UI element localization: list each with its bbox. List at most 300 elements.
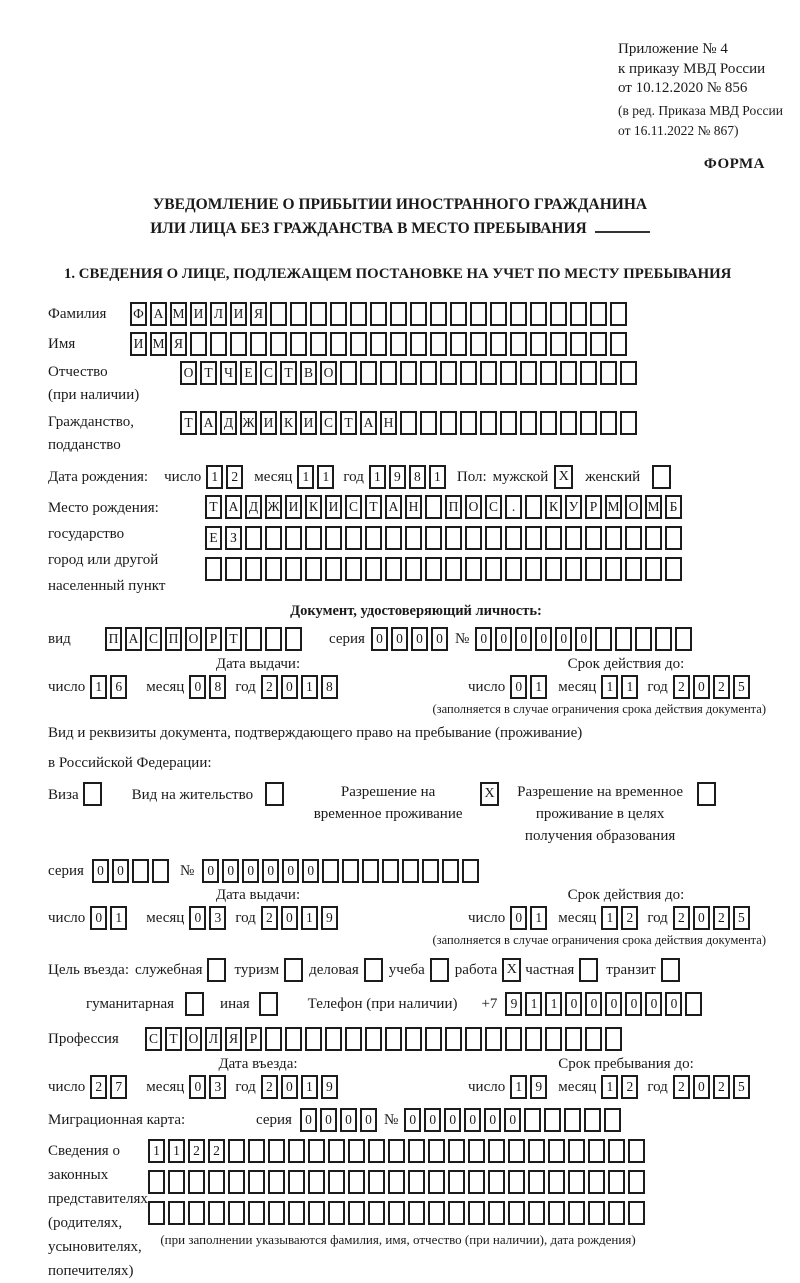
form-cell[interactable] xyxy=(585,1027,602,1051)
form-cell[interactable]: С xyxy=(320,411,337,435)
form-cell[interactable] xyxy=(468,1139,485,1163)
form-cell[interactable] xyxy=(208,1201,225,1225)
form-cell[interactable]: 2 xyxy=(673,1075,690,1099)
form-cell[interactable] xyxy=(402,859,419,883)
form-cell[interactable] xyxy=(615,627,632,651)
form-cell[interactable] xyxy=(368,1201,385,1225)
form-cell[interactable] xyxy=(188,1170,205,1194)
form-cell[interactable]: Т xyxy=(225,627,242,651)
form-cell[interactable]: 0 xyxy=(112,859,129,883)
form-cell[interactable] xyxy=(152,859,169,883)
form-cell[interactable]: 1 xyxy=(301,675,318,699)
form-cell[interactable] xyxy=(382,859,399,883)
form-cell[interactable] xyxy=(568,1170,585,1194)
form-cell[interactable]: 0 xyxy=(282,859,299,883)
form-cell[interactable] xyxy=(400,411,417,435)
form-cell[interactable] xyxy=(548,1170,565,1194)
form-cell[interactable] xyxy=(385,557,402,581)
form-cell[interactable] xyxy=(528,1201,545,1225)
form-cell[interactable]: 0 xyxy=(585,992,602,1016)
form-cell[interactable] xyxy=(390,332,407,356)
form-cell[interactable]: 1 xyxy=(601,906,618,930)
form-cell[interactable]: 0 xyxy=(510,675,527,699)
form-cell[interactable]: И xyxy=(260,411,277,435)
form-cell[interactable]: 1 xyxy=(621,675,638,699)
form-cell[interactable] xyxy=(288,1170,305,1194)
form-cell[interactable] xyxy=(405,557,422,581)
form-cell[interactable] xyxy=(505,1027,522,1051)
sex-female-checkbox[interactable] xyxy=(652,465,671,489)
form-cell[interactable]: М xyxy=(170,302,187,326)
form-cell[interactable] xyxy=(132,859,149,883)
form-cell[interactable]: Т xyxy=(200,361,217,385)
form-cell[interactable]: 0 xyxy=(510,906,527,930)
form-cell[interactable] xyxy=(188,1201,205,1225)
form-cell[interactable] xyxy=(540,411,557,435)
form-cell[interactable] xyxy=(605,526,622,550)
form-cell[interactable] xyxy=(564,1108,581,1132)
form-cell[interactable]: 0 xyxy=(411,627,428,651)
business-checkbox[interactable] xyxy=(364,958,383,982)
form-cell[interactable]: М xyxy=(645,495,662,519)
form-cell[interactable]: 0 xyxy=(424,1108,441,1132)
work-checkbox[interactable]: X xyxy=(502,958,521,982)
form-cell[interactable]: 1 xyxy=(301,1075,318,1099)
form-cell[interactable] xyxy=(544,1108,561,1132)
form-cell[interactable] xyxy=(588,1201,605,1225)
form-cell[interactable] xyxy=(408,1139,425,1163)
form-cell[interactable] xyxy=(368,1170,385,1194)
form-cell[interactable]: 0 xyxy=(444,1108,461,1132)
form-cell[interactable] xyxy=(448,1170,465,1194)
form-cell[interactable] xyxy=(430,332,447,356)
form-cell[interactable]: П xyxy=(445,495,462,519)
form-cell[interactable] xyxy=(440,361,457,385)
form-cell[interactable]: О xyxy=(185,627,202,651)
form-cell[interactable]: Т xyxy=(340,411,357,435)
form-cell[interactable]: 1 xyxy=(90,675,107,699)
form-cell[interactable] xyxy=(600,411,617,435)
form-cell[interactable] xyxy=(285,627,302,651)
form-cell[interactable]: 1 xyxy=(525,992,542,1016)
form-cell[interactable] xyxy=(605,557,622,581)
form-cell[interactable]: Т xyxy=(165,1027,182,1051)
form-cell[interactable] xyxy=(285,526,302,550)
form-cell[interactable] xyxy=(445,1027,462,1051)
form-cell[interactable] xyxy=(465,526,482,550)
form-cell[interactable] xyxy=(410,302,427,326)
form-cell[interactable] xyxy=(380,361,397,385)
form-cell[interactable]: П xyxy=(165,627,182,651)
form-cell[interactable]: А xyxy=(150,302,167,326)
form-cell[interactable] xyxy=(525,1027,542,1051)
form-cell[interactable] xyxy=(610,332,627,356)
form-cell[interactable] xyxy=(345,526,362,550)
form-cell[interactable] xyxy=(528,1139,545,1163)
form-cell[interactable] xyxy=(348,1170,365,1194)
form-cell[interactable] xyxy=(265,627,282,651)
form-cell[interactable]: 2 xyxy=(713,675,730,699)
form-cell[interactable] xyxy=(322,859,339,883)
form-cell[interactable] xyxy=(425,495,442,519)
form-cell[interactable]: 2 xyxy=(673,675,690,699)
temp-residence-edu-checkbox[interactable] xyxy=(697,782,716,806)
form-cell[interactable]: 1 xyxy=(601,675,618,699)
form-cell[interactable] xyxy=(270,302,287,326)
form-cell[interactable]: 0 xyxy=(371,627,388,651)
form-cell[interactable] xyxy=(620,411,637,435)
form-cell[interactable] xyxy=(588,1170,605,1194)
form-cell[interactable] xyxy=(325,1027,342,1051)
form-cell[interactable]: 0 xyxy=(92,859,109,883)
form-cell[interactable]: Т xyxy=(365,495,382,519)
form-cell[interactable] xyxy=(560,411,577,435)
form-cell[interactable]: 3 xyxy=(209,1075,226,1099)
form-cell[interactable] xyxy=(228,1139,245,1163)
form-cell[interactable] xyxy=(485,557,502,581)
form-cell[interactable]: 2 xyxy=(188,1139,205,1163)
form-cell[interactable] xyxy=(245,627,262,651)
form-cell[interactable] xyxy=(325,557,342,581)
form-cell[interactable]: 0 xyxy=(693,1075,710,1099)
form-cell[interactable] xyxy=(530,302,547,326)
form-cell[interactable] xyxy=(305,1027,322,1051)
form-cell[interactable] xyxy=(548,1139,565,1163)
form-cell[interactable]: И xyxy=(230,302,247,326)
form-cell[interactable] xyxy=(288,1139,305,1163)
form-cell[interactable] xyxy=(510,302,527,326)
form-cell[interactable]: 9 xyxy=(321,906,338,930)
form-cell[interactable]: 0 xyxy=(262,859,279,883)
form-cell[interactable] xyxy=(368,1139,385,1163)
form-cell[interactable]: О xyxy=(185,1027,202,1051)
form-cell[interactable]: 2 xyxy=(621,906,638,930)
form-cell[interactable]: Р xyxy=(205,627,222,651)
form-cell[interactable]: 0 xyxy=(504,1108,521,1132)
form-cell[interactable]: 1 xyxy=(530,906,547,930)
form-cell[interactable]: 1 xyxy=(206,465,223,489)
form-cell[interactable] xyxy=(245,557,262,581)
form-cell[interactable] xyxy=(470,302,487,326)
form-cell[interactable] xyxy=(285,557,302,581)
form-cell[interactable]: 6 xyxy=(110,675,127,699)
form-cell[interactable]: Н xyxy=(405,495,422,519)
form-cell[interactable]: И xyxy=(285,495,302,519)
form-cell[interactable] xyxy=(270,332,287,356)
form-cell[interactable] xyxy=(148,1201,165,1225)
transit-checkbox[interactable] xyxy=(661,958,680,982)
form-cell[interactable]: Д xyxy=(245,495,262,519)
form-cell[interactable]: 0 xyxy=(464,1108,481,1132)
form-cell[interactable]: О xyxy=(180,361,197,385)
form-cell[interactable]: . xyxy=(505,495,522,519)
form-cell[interactable]: 0 xyxy=(189,675,206,699)
form-cell[interactable]: 8 xyxy=(209,675,226,699)
form-cell[interactable]: И xyxy=(190,302,207,326)
form-cell[interactable]: 1 xyxy=(148,1139,165,1163)
form-cell[interactable] xyxy=(268,1201,285,1225)
form-cell[interactable] xyxy=(584,1108,601,1132)
form-cell[interactable] xyxy=(342,859,359,883)
form-cell[interactable] xyxy=(228,1170,245,1194)
form-cell[interactable]: В xyxy=(300,361,317,385)
form-cell[interactable] xyxy=(510,332,527,356)
form-cell[interactable]: А xyxy=(200,411,217,435)
form-cell[interactable]: 0 xyxy=(495,627,512,651)
form-cell[interactable]: Ф xyxy=(130,302,147,326)
form-cell[interactable]: 9 xyxy=(505,992,522,1016)
form-cell[interactable] xyxy=(348,1139,365,1163)
form-cell[interactable] xyxy=(405,1027,422,1051)
form-cell[interactable] xyxy=(425,1027,442,1051)
form-cell[interactable] xyxy=(328,1139,345,1163)
form-cell[interactable]: К xyxy=(545,495,562,519)
form-cell[interactable] xyxy=(290,332,307,356)
form-cell[interactable] xyxy=(570,302,587,326)
official-checkbox[interactable] xyxy=(207,958,226,982)
visa-checkbox[interactable] xyxy=(83,782,102,806)
form-cell[interactable] xyxy=(310,332,327,356)
form-cell[interactable] xyxy=(330,302,347,326)
form-cell[interactable] xyxy=(248,1170,265,1194)
form-cell[interactable] xyxy=(570,332,587,356)
form-cell[interactable]: 0 xyxy=(431,627,448,651)
form-cell[interactable] xyxy=(565,1027,582,1051)
form-cell[interactable]: 2 xyxy=(208,1139,225,1163)
form-cell[interactable] xyxy=(550,332,567,356)
form-cell[interactable] xyxy=(340,361,357,385)
form-cell[interactable] xyxy=(360,361,377,385)
form-cell[interactable] xyxy=(228,1201,245,1225)
form-cell[interactable]: 5 xyxy=(733,1075,750,1099)
form-cell[interactable]: 0 xyxy=(302,859,319,883)
form-cell[interactable]: 0 xyxy=(281,906,298,930)
form-cell[interactable] xyxy=(685,992,702,1016)
form-cell[interactable]: 0 xyxy=(484,1108,501,1132)
form-cell[interactable]: 0 xyxy=(300,1108,317,1132)
form-cell[interactable]: Б xyxy=(665,495,682,519)
form-cell[interactable]: 0 xyxy=(90,906,107,930)
form-cell[interactable] xyxy=(365,1027,382,1051)
form-cell[interactable]: 1 xyxy=(168,1139,185,1163)
form-cell[interactable] xyxy=(628,1201,645,1225)
form-cell[interactable]: И xyxy=(300,411,317,435)
form-cell[interactable] xyxy=(480,361,497,385)
sex-male-checkbox[interactable]: X xyxy=(554,465,573,489)
form-cell[interactable]: О xyxy=(320,361,337,385)
form-cell[interactable] xyxy=(480,411,497,435)
form-cell[interactable] xyxy=(428,1201,445,1225)
form-cell[interactable] xyxy=(268,1170,285,1194)
form-cell[interactable] xyxy=(408,1170,425,1194)
form-cell[interactable]: О xyxy=(625,495,642,519)
form-cell[interactable]: К xyxy=(280,411,297,435)
form-cell[interactable] xyxy=(208,1170,225,1194)
form-cell[interactable] xyxy=(205,557,222,581)
form-cell[interactable] xyxy=(248,1201,265,1225)
form-cell[interactable] xyxy=(525,526,542,550)
form-cell[interactable] xyxy=(590,302,607,326)
form-cell[interactable] xyxy=(390,302,407,326)
form-cell[interactable]: Д xyxy=(220,411,237,435)
form-cell[interactable] xyxy=(545,557,562,581)
form-cell[interactable] xyxy=(345,1027,362,1051)
form-cell[interactable]: 9 xyxy=(321,1075,338,1099)
form-cell[interactable] xyxy=(168,1201,185,1225)
form-cell[interactable]: 0 xyxy=(404,1108,421,1132)
form-cell[interactable]: 0 xyxy=(222,859,239,883)
form-cell[interactable]: Т xyxy=(205,495,222,519)
form-cell[interactable]: Я xyxy=(225,1027,242,1051)
form-cell[interactable] xyxy=(604,1108,621,1132)
form-cell[interactable]: 2 xyxy=(261,675,278,699)
form-cell[interactable] xyxy=(442,859,459,883)
form-cell[interactable]: 0 xyxy=(693,675,710,699)
form-cell[interactable]: 0 xyxy=(605,992,622,1016)
form-cell[interactable] xyxy=(468,1201,485,1225)
form-cell[interactable]: 2 xyxy=(713,1075,730,1099)
form-cell[interactable] xyxy=(548,1201,565,1225)
form-cell[interactable] xyxy=(245,526,262,550)
form-cell[interactable] xyxy=(350,332,367,356)
form-cell[interactable] xyxy=(600,361,617,385)
form-cell[interactable]: И xyxy=(130,332,147,356)
form-cell[interactable] xyxy=(370,302,387,326)
form-cell[interactable] xyxy=(308,1139,325,1163)
form-cell[interactable]: 0 xyxy=(320,1108,337,1132)
form-cell[interactable] xyxy=(524,1108,541,1132)
form-cell[interactable]: 9 xyxy=(530,1075,547,1099)
form-cell[interactable]: Ч xyxy=(220,361,237,385)
form-cell[interactable]: С xyxy=(145,1027,162,1051)
form-cell[interactable] xyxy=(285,1027,302,1051)
form-cell[interactable] xyxy=(445,557,462,581)
form-cell[interactable] xyxy=(420,361,437,385)
form-cell[interactable]: П xyxy=(105,627,122,651)
form-cell[interactable]: А xyxy=(360,411,377,435)
form-cell[interactable] xyxy=(325,526,342,550)
form-cell[interactable] xyxy=(448,1201,465,1225)
form-cell[interactable] xyxy=(655,627,672,651)
form-cell[interactable]: Т xyxy=(180,411,197,435)
form-cell[interactable]: 0 xyxy=(360,1108,377,1132)
form-cell[interactable] xyxy=(422,859,439,883)
form-cell[interactable]: 3 xyxy=(209,906,226,930)
form-cell[interactable] xyxy=(460,411,477,435)
form-cell[interactable] xyxy=(545,526,562,550)
form-cell[interactable]: 1 xyxy=(301,906,318,930)
form-cell[interactable] xyxy=(462,859,479,883)
form-cell[interactable]: 2 xyxy=(621,1075,638,1099)
form-cell[interactable]: 1 xyxy=(110,906,127,930)
form-cell[interactable] xyxy=(500,361,517,385)
form-cell[interactable] xyxy=(505,526,522,550)
form-cell[interactable] xyxy=(520,361,537,385)
form-cell[interactable] xyxy=(265,1027,282,1051)
form-cell[interactable] xyxy=(530,332,547,356)
form-cell[interactable] xyxy=(560,361,577,385)
form-cell[interactable] xyxy=(410,332,427,356)
form-cell[interactable] xyxy=(565,557,582,581)
form-cell[interactable]: 1 xyxy=(601,1075,618,1099)
form-cell[interactable] xyxy=(328,1170,345,1194)
form-cell[interactable]: 5 xyxy=(733,906,750,930)
form-cell[interactable] xyxy=(470,332,487,356)
form-cell[interactable]: 0 xyxy=(281,1075,298,1099)
study-checkbox[interactable] xyxy=(430,958,449,982)
form-cell[interactable] xyxy=(610,302,627,326)
form-cell[interactable] xyxy=(608,1201,625,1225)
form-cell[interactable] xyxy=(308,1201,325,1225)
form-cell[interactable] xyxy=(605,1027,622,1051)
form-cell[interactable] xyxy=(550,302,567,326)
form-cell[interactable] xyxy=(348,1201,365,1225)
form-cell[interactable]: 0 xyxy=(189,906,206,930)
form-cell[interactable] xyxy=(468,1170,485,1194)
form-cell[interactable]: 0 xyxy=(340,1108,357,1132)
form-cell[interactable] xyxy=(608,1170,625,1194)
form-cell[interactable] xyxy=(308,1170,325,1194)
form-cell[interactable] xyxy=(540,361,557,385)
form-cell[interactable]: 7 xyxy=(110,1075,127,1099)
form-cell[interactable] xyxy=(635,627,652,651)
residence-permit-checkbox[interactable] xyxy=(265,782,284,806)
form-cell[interactable] xyxy=(520,411,537,435)
form-cell[interactable]: С xyxy=(145,627,162,651)
form-cell[interactable] xyxy=(595,627,612,651)
form-cell[interactable] xyxy=(585,557,602,581)
form-cell[interactable]: 0 xyxy=(565,992,582,1016)
form-cell[interactable] xyxy=(628,1139,645,1163)
form-cell[interactable] xyxy=(488,1201,505,1225)
form-cell[interactable] xyxy=(568,1201,585,1225)
form-cell[interactable]: 0 xyxy=(555,627,572,651)
form-cell[interactable]: 0 xyxy=(665,992,682,1016)
form-cell[interactable]: 0 xyxy=(693,906,710,930)
form-cell[interactable] xyxy=(645,557,662,581)
form-cell[interactable] xyxy=(210,332,227,356)
form-cell[interactable] xyxy=(400,361,417,385)
form-cell[interactable] xyxy=(310,302,327,326)
form-cell[interactable] xyxy=(485,526,502,550)
form-cell[interactable] xyxy=(388,1139,405,1163)
form-cell[interactable] xyxy=(568,1139,585,1163)
form-cell[interactable] xyxy=(405,526,422,550)
form-cell[interactable]: Ж xyxy=(265,495,282,519)
form-cell[interactable]: Л xyxy=(205,1027,222,1051)
form-cell[interactable]: И xyxy=(325,495,342,519)
form-cell[interactable] xyxy=(350,302,367,326)
humanitarian-checkbox[interactable] xyxy=(185,992,204,1016)
form-cell[interactable] xyxy=(265,557,282,581)
form-cell[interactable] xyxy=(625,526,642,550)
form-cell[interactable] xyxy=(580,361,597,385)
form-cell[interactable] xyxy=(168,1170,185,1194)
form-cell[interactable] xyxy=(190,332,207,356)
form-cell[interactable] xyxy=(225,557,242,581)
form-cell[interactable] xyxy=(288,1201,305,1225)
form-cell[interactable]: М xyxy=(605,495,622,519)
form-cell[interactable] xyxy=(388,1201,405,1225)
form-cell[interactable]: 8 xyxy=(321,675,338,699)
form-cell[interactable]: 1 xyxy=(369,465,386,489)
form-cell[interactable]: З xyxy=(225,526,242,550)
form-cell[interactable]: 0 xyxy=(645,992,662,1016)
form-cell[interactable]: 0 xyxy=(575,627,592,651)
form-cell[interactable]: Ж xyxy=(240,411,257,435)
form-cell[interactable] xyxy=(525,495,542,519)
form-cell[interactable]: Р xyxy=(245,1027,262,1051)
